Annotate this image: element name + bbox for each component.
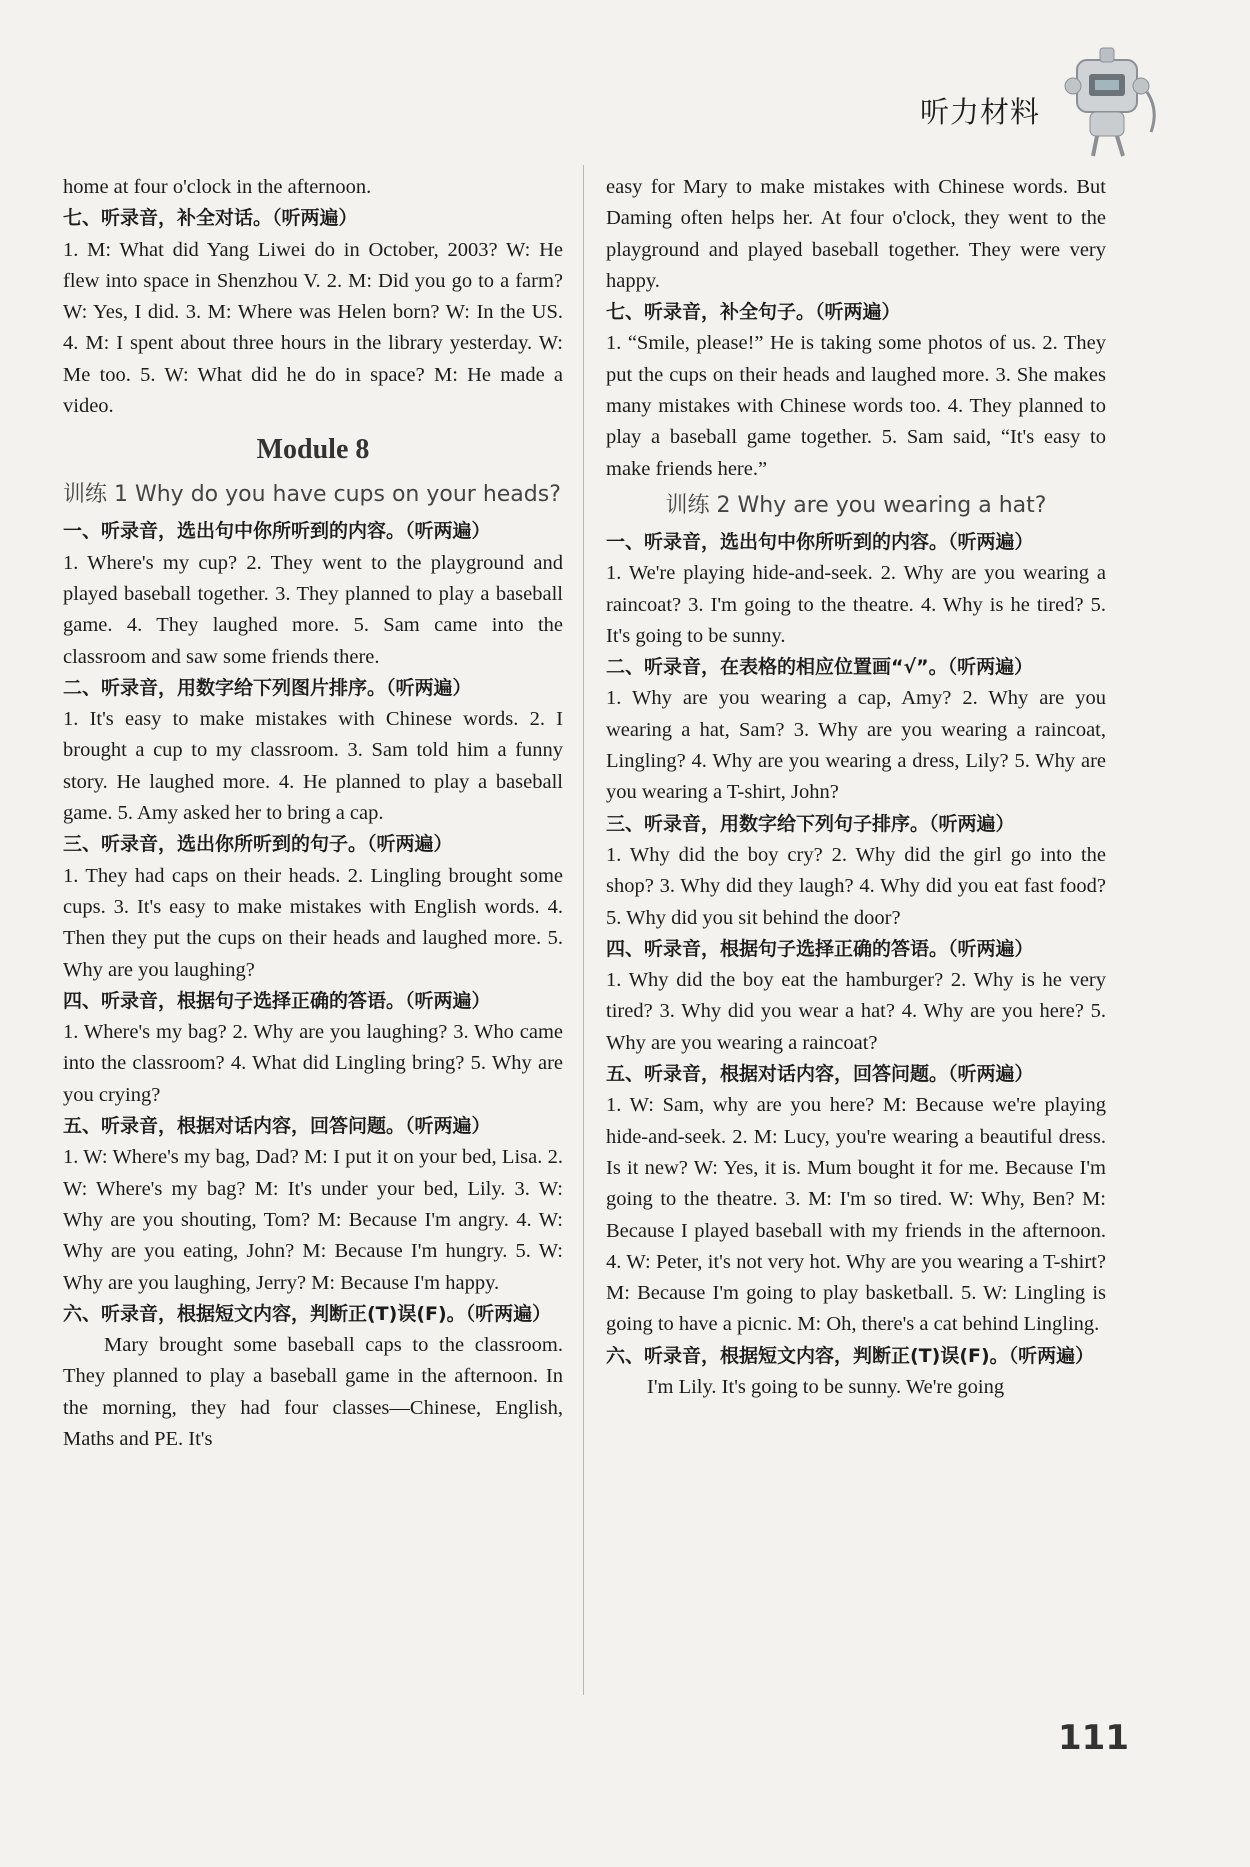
transcript-text: 1. W: Sam, why are you here? M: Because we're playing hide-and-seek. 2. M: Lucy, you're wearing a beautiful dress. Is it new? W: Yes, it is. Mum bought it for me. Because I'm going to the theatre. 3. M: I'm so tired. W: Why, Ben? M: Because I played baseball with my friends in the afternoon. 4. W: Peter, it's not very hot. Why are you wearing a T-shirt? M: Because I'm going to play basketball. 5. W: Lingling is going to have a picnic. M: Oh, there's a cat behind Lingling. — [606, 1094, 1106, 1336]
transcript-text: 1. “Smile, please!” He is taking some photos of us. 2. They put the cups on their heads and laughed more. 3. She makes many mistakes with Chinese words too. 4. They planned to play a baseball game together. 5. Sam said, “It's easy to make friends here.” — [606, 332, 1106, 480]
module-title: Module 8 — [256, 434, 370, 466]
section-heading: 一、听录音，选出句中你所听到的内容。（听两遍） — [606, 530, 1034, 553]
transcript-text: 1. We're playing hide-and-seek. 2. Why are you wearing a raincoat? 3. I'm going to the theatre. 4. Why is he tired? 5. It's going to be sunny. — [606, 562, 1106, 647]
right-column — [606, 172, 1106, 1403]
section-heading: 五、听录音，根据对话内容，回答问题。（听两遍） — [606, 1063, 1034, 1086]
transcript-text: 1. Where's my bag? 2. Why are you laughing? 3. Who came into the classroom? 4. What did Lingling bring? 5. Why are you crying? — [63, 1021, 563, 1106]
section-heading: 六、听录音，根据短文内容，判断正(T)误(F)。（听两遍） — [606, 1344, 1095, 1367]
passage-text: I'm Lily. It's going to be sunny. We're going — [647, 1375, 1005, 1398]
section-heading: 七、听录音，补全句子。（听两遍） — [606, 301, 901, 324]
lesson-title: 训练 2 Why are you wearing a hat? — [665, 492, 1047, 518]
transcript-text: 1. Why did the boy cry? 2. Why did the girl go into the shop? 3. Why did they laugh? 4. Why did you eat fast food? 5. Why did you sit behind the door? — [606, 843, 1106, 929]
section-heading: 三、听录音，选出你所听到的句子。（听两遍） — [63, 833, 453, 856]
section-heading: 二、听录音，在表格的相应位置画“√”。（听两遍） — [606, 656, 1034, 679]
section-heading: 六、听录音，根据短文内容，判断正(T)误(F)。（听两遍） — [63, 1302, 552, 1325]
transcript-text: 1. It's easy to make mistakes with Chinese words. 2. I brought a cup to my classroom. 3. Sam told him a funny story. He laughed more. 4. He planned to play a baseball game. 5. Amy asked her to bring a cap. — [63, 708, 563, 825]
page-header-title: 听力材料 — [920, 95, 1041, 129]
robot-icon — [1055, 40, 1165, 160]
lesson-title: 训练 1 Why do you have cups on your heads? — [63, 482, 561, 508]
column-divider — [583, 165, 584, 1695]
transcript-text: 1. W: Where's my bag, Dad? M: I put it on your bed, Lisa. 2. W: Where's my bag? M: It's under your bed, Lily. 3. W: Why are you shouting, Tom? M: Because I'm angry. 4. W: Why are you eating, John? M: Because I'm hungry. 5. W: Why are you laughing, Jerry? M: Because I'm happy. — [63, 1146, 563, 1294]
transcript-text: 1. Why are you wearing a cap, Amy? 2. Why are you wearing a hat, Sam? 3. Why are you wearing a raincoat, Lingling? 4. Why are you wearing a dress, Lily? 5. Why are you wearing a T-shirt, John? — [606, 687, 1106, 804]
passage-text: Mary brought some baseball caps to the classroom. They planned to play a baseball game in the afternoon. In the morning, they had four classes—Chinese, English, Maths and PE. It's — [63, 1334, 563, 1450]
page-number: 111 — [1058, 1718, 1129, 1758]
section-heading: 二、听录音，用数字给下列图片排序。（听两遍） — [63, 676, 472, 699]
transcript-text: 1. Why did the boy eat the hamburger? 2. Why is he very tired? 3. Why did you wear a hat? 4. Why are you here? 5. Why are you wearing a raincoat? — [606, 969, 1106, 1054]
transcript-text: easy for Mary to make mistakes with Chinese words. But Daming often helps her. At four o'clock, they went to the playground and played baseball together. They were very happy. — [606, 176, 1106, 292]
section-heading: 五、听录音，根据对话内容，回答问题。（听两遍） — [63, 1115, 491, 1138]
transcript-text: 1. M: What did Yang Liwei do in October, 2003? W: He flew into space in Shenzhou V. 2. M: Did you go to a farm? W: Yes, I did. 3. M: Where was Helen born? W: In the US. 4. M: I spent about three hours in the library yesterday. W: Me too. 5. W: What did he do in space? M: He made a video. — [63, 238, 563, 418]
transcript-text: 1. They had caps on their heads. 2. Lingling brought some cups. 3. It's easy to make mistakes with English words. 4. Then they put the cups on their heads and laughed more. 5. Why are you laughing? — [63, 864, 563, 981]
section-heading: 四、听录音，根据句子选择正确的答语。（听两遍） — [63, 989, 491, 1012]
transcript-text: 1. Where's my cup? 2. They went to the playground and played baseball together. 3. They planned to play a baseball game. 4. They laughed more. 5. Sam came into the classroom and saw some friends there. — [63, 551, 563, 668]
section-heading: 七、听录音，补全对话。（听两遍） — [63, 207, 358, 230]
section-heading: 一、听录音，选出句中你所听到的内容。（听两遍） — [63, 520, 491, 543]
left-column — [63, 172, 563, 1455]
section-heading: 三、听录音，用数字给下列句子排序。（听两遍） — [606, 812, 1015, 835]
transcript-text: home at four o'clock in the afternoon. — [63, 176, 372, 198]
section-heading: 四、听录音，根据句子选择正确的答语。（听两遍） — [606, 937, 1034, 960]
